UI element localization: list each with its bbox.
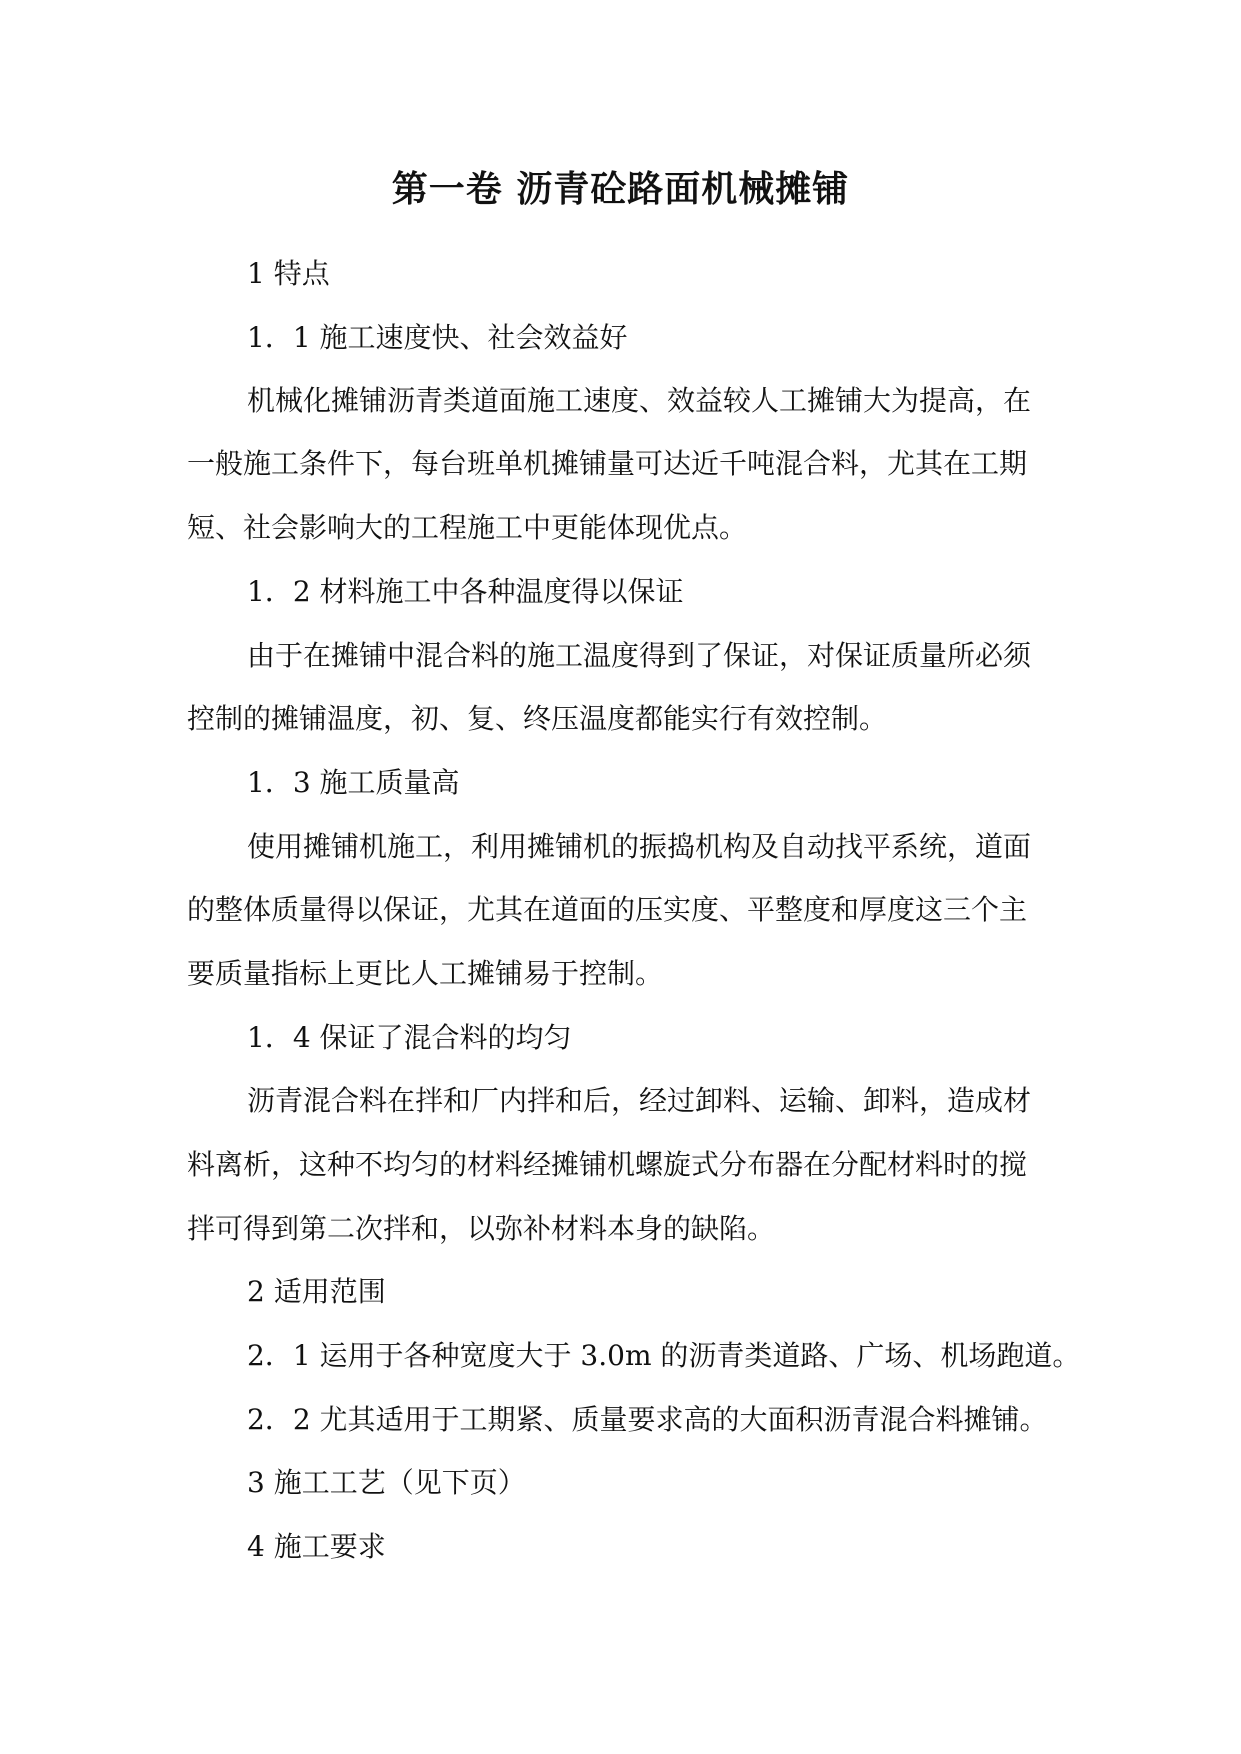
paragraph-line: 要质量指标上更比人工摊铺易于控制。: [187, 957, 664, 990]
section-heading-2: 2 适用范围: [247, 1275, 386, 1308]
paragraph-line: 料离析，这种不均匀的材料经摊铺机螺旋式分布器在分配材料时的搅: [187, 1148, 1028, 1181]
page-title: 第一卷 沥青砼路面机械摊铺: [391, 169, 850, 210]
section-heading-3: 3 施工工艺（见下页）: [247, 1466, 526, 1499]
section-heading-1: 1 特点: [247, 257, 330, 290]
subsection-heading-1-3: 1．3 施工质量高: [247, 766, 460, 799]
paragraph-line: 控制的摊铺温度，初、复、终压温度都能实行有效控制。: [187, 702, 888, 735]
paragraph-line: 使用摊铺机施工，利用摊铺机的振捣机构及自动找平系统，道面: [247, 830, 1032, 863]
paragraph-line: 的整体质量得以保证，尤其在道面的压实度、平整度和厚度这三个主: [187, 893, 1028, 926]
subsection-heading-1-1: 1．1 施工速度快、社会效益好: [247, 321, 628, 354]
paragraph-line: 短、社会影响大的工程施工中更能体现优点。: [187, 511, 748, 544]
paragraph-line: 一般施工条件下，每台班单机摊铺量可达近千吨混合料，尤其在工期: [187, 447, 1028, 480]
subsection-heading-1-2: 1．2 材料施工中各种温度得以保证: [247, 575, 684, 608]
subsection-heading-2-1: 2．1 运用于各种宽度大于 3.0m 的沥青类道路、广场、机场跑道。: [247, 1339, 1081, 1372]
paragraph-line: 拌可得到第二次拌和，以弥补材料本身的缺陷。: [187, 1212, 776, 1245]
paragraph-line: 机械化摊铺沥青类道面施工速度、效益较人工摊铺大为提高，在: [247, 384, 1032, 417]
section-heading-4: 4 施工要求: [247, 1530, 386, 1563]
paragraph-line: 沥青混合料在拌和厂内拌和后，经过卸料、运输、卸料，造成材: [247, 1084, 1032, 1117]
subsection-heading-2-2: 2．2 尤其适用于工期紧、质量要求高的大面积沥青混合料摊铺。: [247, 1403, 1048, 1436]
subsection-heading-1-4: 1．4 保证了混合料的均匀: [247, 1021, 572, 1054]
paragraph-line: 由于在摊铺中混合料的施工温度得到了保证，对保证质量所必须: [247, 639, 1032, 672]
